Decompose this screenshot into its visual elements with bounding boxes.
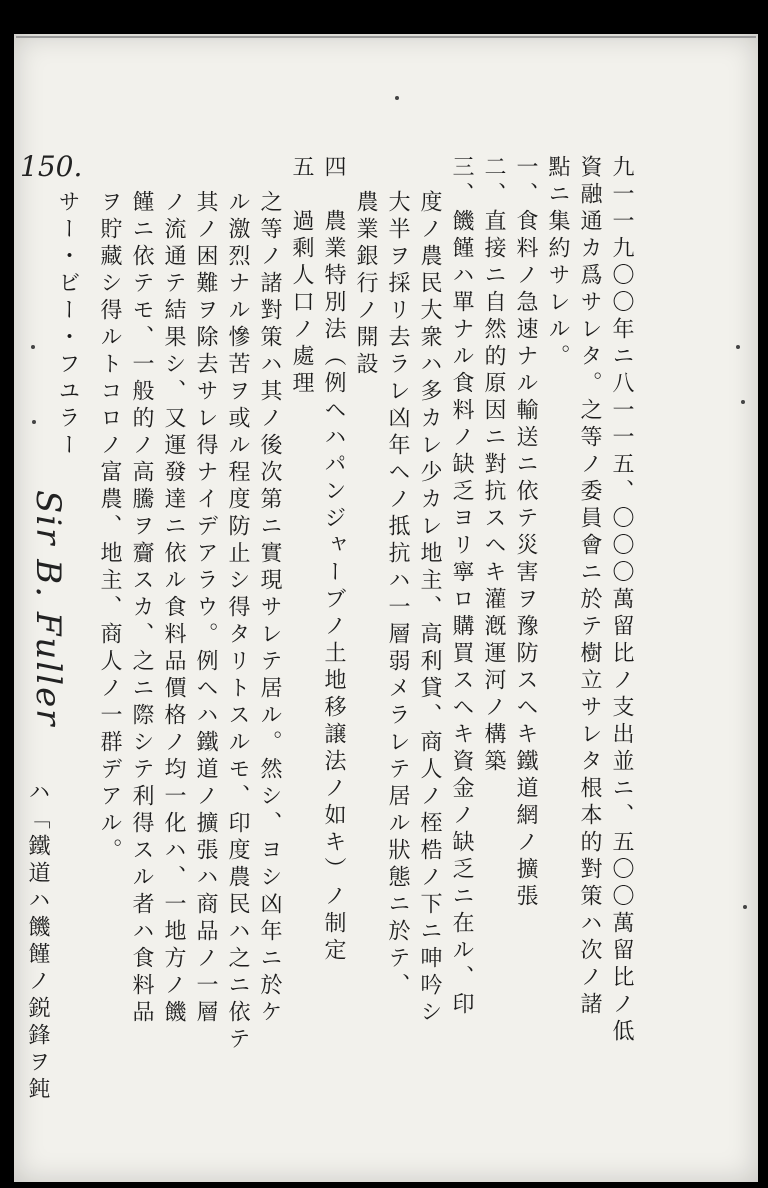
- text-column: 農業銀行ノ開設: [353, 190, 378, 379]
- page-number: 150.: [20, 150, 83, 183]
- scan-speck: [32, 420, 36, 424]
- text-column: 其ノ困難ヲ除去サレ得ナイデアラウ。例ヘハ鐵道ノ擴張ハ商品ノ一層: [193, 190, 218, 1027]
- text-column: ル激烈ナル慘苦ヲ或ル程度防止シ得タリトスルモ、印度農民ハ之ニ依テ: [225, 190, 250, 1054]
- scan-speck: [743, 905, 747, 909]
- text-column: 大半ヲ採リ去ラレ凶年ヘノ抵抗ハ一層弱メラレテ居ル狀態ニ於テ、: [385, 190, 410, 1000]
- text-column: ヲ貯藏シ得ルトコロノ富農、地主、商人ノ一群デアル。: [97, 190, 122, 865]
- scan-speck: [736, 345, 740, 349]
- text-column: 三、饑饉ハ單ナル食料ノ缺乏ヨリ寧ロ購買スヘキ資金ノ缺乏ニ在ル、印: [449, 155, 474, 1019]
- text-column: ハ「鐵道ハ饑饉ノ鋭鋒ヲ鈍: [25, 780, 50, 1104]
- text-column: 度ノ農民大衆ハ多カレ少カレ地主、高利貸、商人ノ桎梏ノ下ニ呻吟シ: [417, 190, 442, 1027]
- scan-speck: [31, 345, 35, 349]
- text-column: 資融通カ爲サレタ。之等ノ委員會ニ於テ樹立サレタ根本的對策ハ次ノ諸: [577, 155, 602, 1019]
- text-column: 九一一九〇〇年ニ八一一五、〇〇〇萬留比ノ支出並ニ、五〇〇萬留比ノ低: [609, 155, 634, 1046]
- scan-speck: [395, 96, 399, 100]
- text-column: サー・ビー・フユラー: [55, 190, 80, 460]
- text-column: 四 農業特別法（例ヘハパンジャーブノ土地移譲法ノ如キ）ノ制定: [321, 155, 346, 965]
- handwritten-signature: Sir B. Fuller: [28, 490, 68, 728]
- text-column: 饉ニ依テモ、一般的ノ高騰ヲ齎スカ、之ニ際シテ利得スル者ハ食料品: [129, 190, 154, 1027]
- text-column: 之等ノ諸對策ハ其ノ後次第ニ實現サレテ居ル。然シ、ヨシ凶年ニ於ケ: [257, 190, 282, 1027]
- text-column: ノ流通テ結果シ、又運發達ニ依ル食料品價格ノ均一化ハ、一地方ノ饑: [161, 190, 186, 1027]
- scan-speck: [741, 400, 745, 404]
- page-edge-line: [16, 36, 756, 38]
- text-column: 點ニ集約サレル。: [545, 155, 570, 371]
- text-column: 五 過剩人口ノ處理: [289, 155, 314, 398]
- text-column: 二、直接ニ自然的原因ニ對抗スヘキ灌漑運河ノ構築: [481, 155, 506, 776]
- text-column: 一、食料ノ急速ナル輸送ニ依テ災害ヲ豫防スヘキ鐵道網ノ擴張: [513, 155, 538, 911]
